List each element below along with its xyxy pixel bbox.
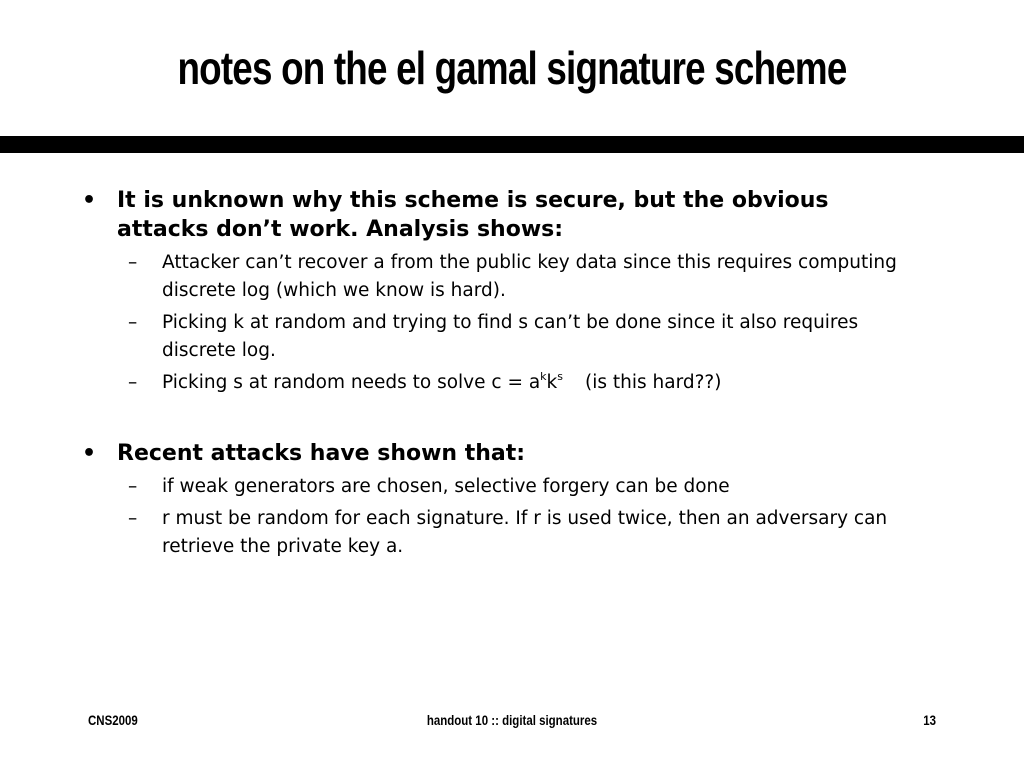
footer-course: CNS2009 <box>88 712 138 728</box>
sub-item-text: Picking k at random and trying to find s can’t be done since it also requires discrete log. <box>162 312 859 361</box>
sub-list <box>117 473 902 561</box>
dash-marker: – <box>128 372 138 393</box>
bullet-item <box>82 439 902 565</box>
sub-item <box>117 505 902 561</box>
sub-item-text-suffix: (is this hard??) <box>585 372 722 393</box>
sub-item-text-mid: k <box>546 372 558 393</box>
footer-page-number: 13 <box>923 712 936 728</box>
sub-item <box>117 369 902 397</box>
slide-title: notes on the el gamal signature scheme <box>177 42 847 94</box>
sub-item <box>117 249 902 305</box>
footer-handout: handout 10 :: digital signatures <box>426 712 598 728</box>
sub-item-text-prefix: Picking s at random needs to solve c = a <box>162 372 541 393</box>
sub-item <box>117 473 902 501</box>
dash-marker: – <box>128 476 138 497</box>
exponent-s: s <box>557 370 563 383</box>
sub-item-text: if weak generators are chosen, selective forgery can be done <box>162 476 730 497</box>
exponent-k: k <box>540 370 547 383</box>
bullet-text: Recent attacks have shown that: <box>117 441 526 466</box>
sub-item-text: r must be random for each signature. If r is used twice, then an adversary can retrieve the private key a. <box>162 508 888 557</box>
sub-item-text: Attacker can’t recover a from the public key data since this requires computing discrete log (which we know is hard). <box>162 252 897 301</box>
bullet-item <box>82 186 902 401</box>
bullet-text: It is unknown why this scheme is secure, but the obvious attacks don’t work. Analysis shows: <box>117 188 829 242</box>
bullet-dot: • <box>82 188 97 213</box>
dash-marker: – <box>128 252 138 273</box>
sub-item <box>117 309 902 365</box>
dash-marker: – <box>128 508 138 529</box>
sub-list <box>117 249 902 397</box>
dash-marker: – <box>128 312 138 333</box>
bullet-dot: • <box>82 441 97 466</box>
